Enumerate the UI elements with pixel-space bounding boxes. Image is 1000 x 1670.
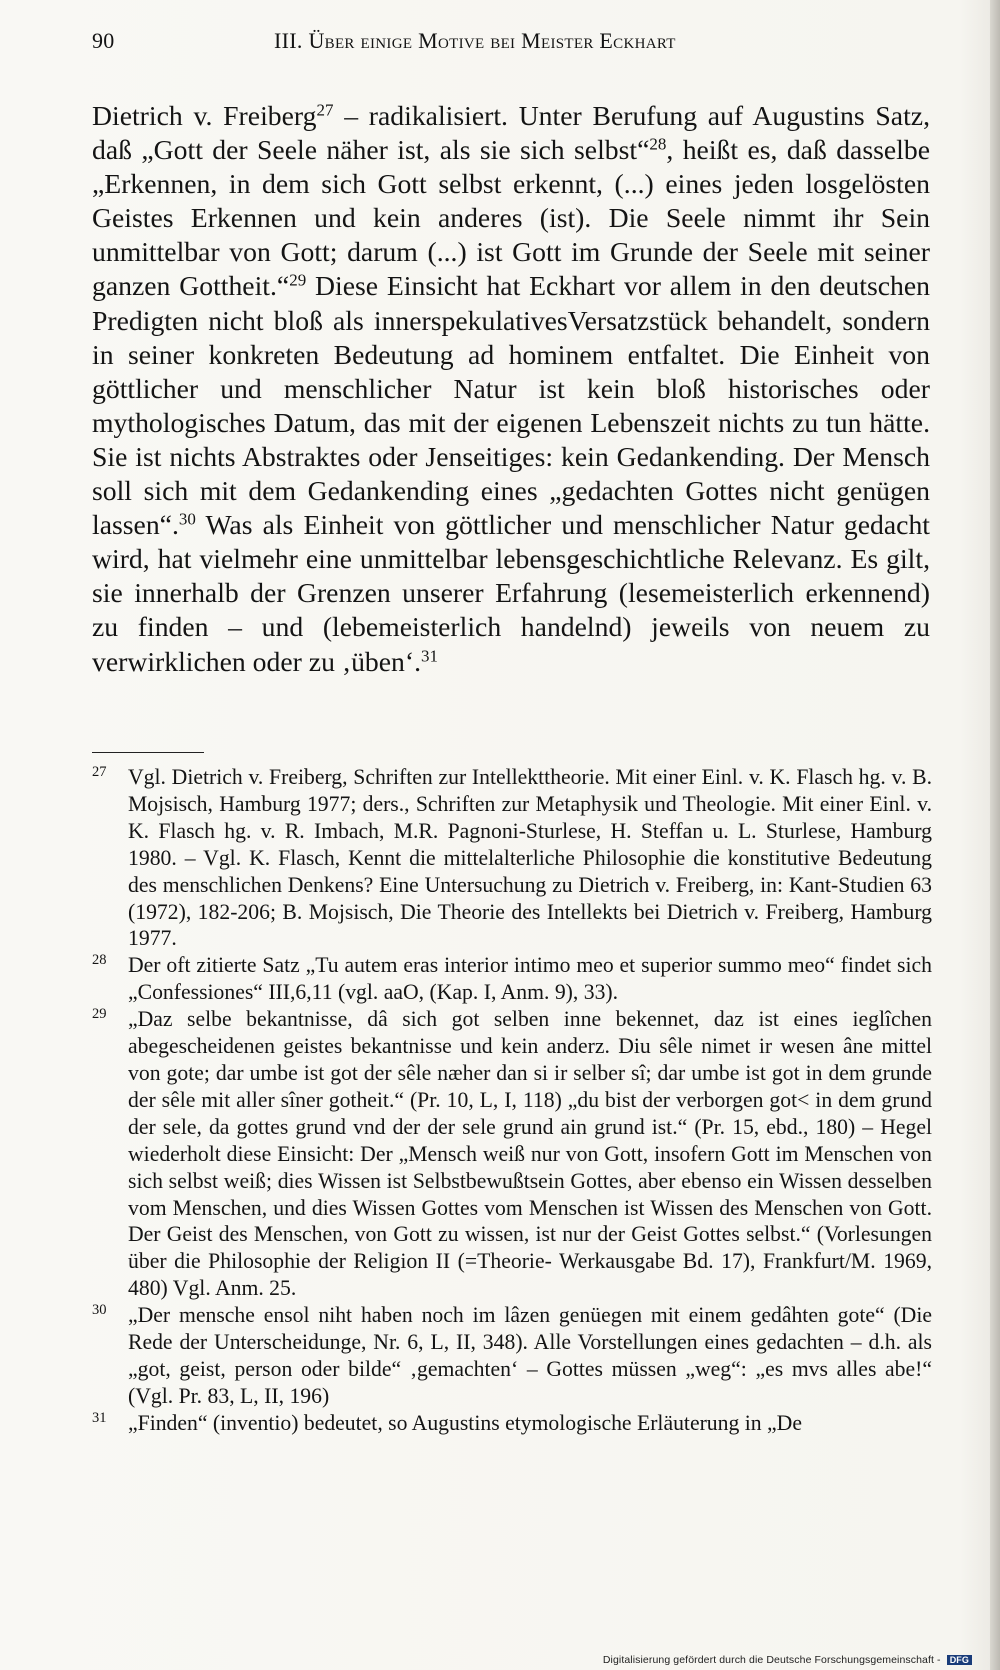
- main-paragraph: [92, 99, 930, 679]
- footnote-number: 31: [92, 1409, 107, 1426]
- page-number: 90: [92, 28, 115, 53]
- footnote-30: [92, 1302, 932, 1410]
- body-text-segment: Dietrich v. Freiberg: [92, 100, 317, 131]
- body-text-segment: Was als Einheit von göttlicher und menschlicher Natur gedacht wird, hat vielmehr eine unmittelbar lebensgeschichtliche Relevanz. Es gilt, sie innerhalb der Grenzen unserer Erfahrung (lesemeisterlich erkennend) zu finden – und (lebemeisterlich handelnd) jeweils von neuem zu verwirklichen oder zu ‚üben‘.: [92, 509, 930, 677]
- footnote-ref-29: 29: [289, 271, 307, 291]
- body-text-segment: , heißt es, daß dasselbe „Erkennen, in dem sich Gott selbst erkennt, (...) eines jeden losgelösten Geistes Erkennen und kein anderes (ist). Die Seele nimmt ihr Sein unmittelbar von Gott; darum (...) ist Gott im Grunde der Seele mit seiner ganzen Gottheit.“: [92, 134, 930, 302]
- footnote-29: [92, 1006, 932, 1302]
- body-text-segment: – radikalisiert. Unter Berufung auf Augustins Satz, daß „Gott der Seele näher ist, als sie sich selbst“: [92, 100, 930, 166]
- footnote-number: 30: [92, 1302, 107, 1319]
- digitization-credit: [603, 1654, 972, 1666]
- footnote-number: 28: [92, 952, 107, 969]
- footnote-31: [92, 1410, 932, 1437]
- dfg-logo: DFG: [947, 1655, 972, 1665]
- footnote-ref-28: 28: [649, 134, 667, 154]
- footnote-ref-27: 27: [316, 100, 334, 120]
- footnote-28: [92, 952, 932, 1006]
- footnote-text: Der oft zitierte Satz „Tu autem eras interior intimo meo et superior summo meo“ findet sich „Confessiones“ III,6,11 (vgl. aaO, (Kap. I, Anm. 9), 33).: [128, 953, 932, 1005]
- credit-text: Digitalisierung gefördert durch die Deutsche Forschungsgemeinschaft -: [602, 1654, 941, 1666]
- footnote-text: Vgl. Dietrich v. Freiberg, Schriften zur Intellekttheorie. Mit einer Einl. v. K. Flasch hg. v. B. Mojsisch, Hamburg 1977; ders., Schriften zur Metaphysik und Theologie. Mit einer Einl. v. K. Flasch hg. v. R. Imbach, M.R. Pagnoni-Sturlese, H. Steffan u. L. Sturlese, Hamburg 1980. – Vgl. K. Flasch, Kennt die mittelalterliche Philosophie die konstitutive Bedeutung des menschlichen Denkens? Eine Untersuchung zu Dietrich v. Freiberg, in: Kant-Studien 63 (1972), 182-206; B. Mojsisch, Die Theorie des Intellekts bei Dietrich v. Freiberg, Hamburg 1977.: [128, 765, 932, 951]
- footnote-ref-30: 30: [178, 509, 196, 529]
- page-edge-shadow: [990, 0, 1000, 1670]
- footnote-text: „Daz selbe bekantnisse, dâ sich got selben inne bekennet, daz ist eines ieglîchen abegescheidenen geistes bekantnisse und kein anderz. Diu sêle nimet ir wesen âne mittel von gote; dar umbe ist got der sêle næher dan si ir selber sî; dar umbe ist got in dem grunde der sêle mit aller sîner gotheit.“ (Pr. 10, L, I, 118) „du bist der verborgen got< in dem grund der sele, da gottes grund vnd der der sele grund ain grund ist.“ (Pr. 15, ebd., 180) – Hegel wiederholt diese Einsicht: Der „Mensch weiß nur von Gott, insofern Gott im Menschen von sich selbst weiß; dies Wissen ist Selbstbewußtsein Gottes, aber ebenso ein Wissen desselben vom Menschen, und dies Wissen Gottes vom Menschen ist Wissen des Menschen von Gott. Der Geist des Menschen, von Gott zu wissen, ist nur der Geist Gottes selbst.“ (Vorlesungen über die Philosophie der Religion II (=Theorie- Werkausgabe Bd. 17), Frankfurt/M. 1969, 480) Vgl. Anm. 25.: [128, 1007, 932, 1301]
- footnote-27: [92, 764, 932, 952]
- body-text-segment: Diese Einsicht hat Eckhart vor allem in den deutschen Predigten nicht bloß als innerspekulativesVersatzstück behandelt, sondern in seiner konkreten Bedeutung ad hominem entfaltet. Die Einheit von göttlicher und menschlicher Natur ist kein bloß historisches oder mythologisches Datum, das mit der eigenen Lebenszeit nichts zu tun hätte. Sie ist nichts Abstraktes oder Jenseitiges: kein Gedankending. Der Mensch soll sich mit dem Gedankending eines „gedachten Gottes nicht genügen lassen“.: [92, 270, 930, 541]
- running-head-title: III. Über einige Motive bei Meister Eckhart: [274, 28, 676, 53]
- footnote-text: „Der mensche ensol niht haben noch im lâzen genüegen mit einem gedâhten gote“ (Die Rede der Unterscheidunge, Nr. 6, L, II, 348). Alle Vorstellungen eines gedachten – d.h. als „got, geist, person oder bilde“ ‚gemachten‘ – Gottes müssen „weg“: „es mvs alles abe!“ (Vgl. Pr. 83, L, II, 196): [128, 1303, 932, 1408]
- footnote-ref-31: 31: [421, 646, 439, 666]
- footnote-number: 27: [92, 764, 107, 780]
- footnote-separator: [92, 752, 204, 753]
- footnote-text: „Finden“ (inventio) bedeutet, so Augustins etymologische Erläuterung in „De: [128, 1410, 802, 1435]
- footnotes: [92, 764, 932, 1437]
- footnote-number: 29: [92, 1006, 107, 1023]
